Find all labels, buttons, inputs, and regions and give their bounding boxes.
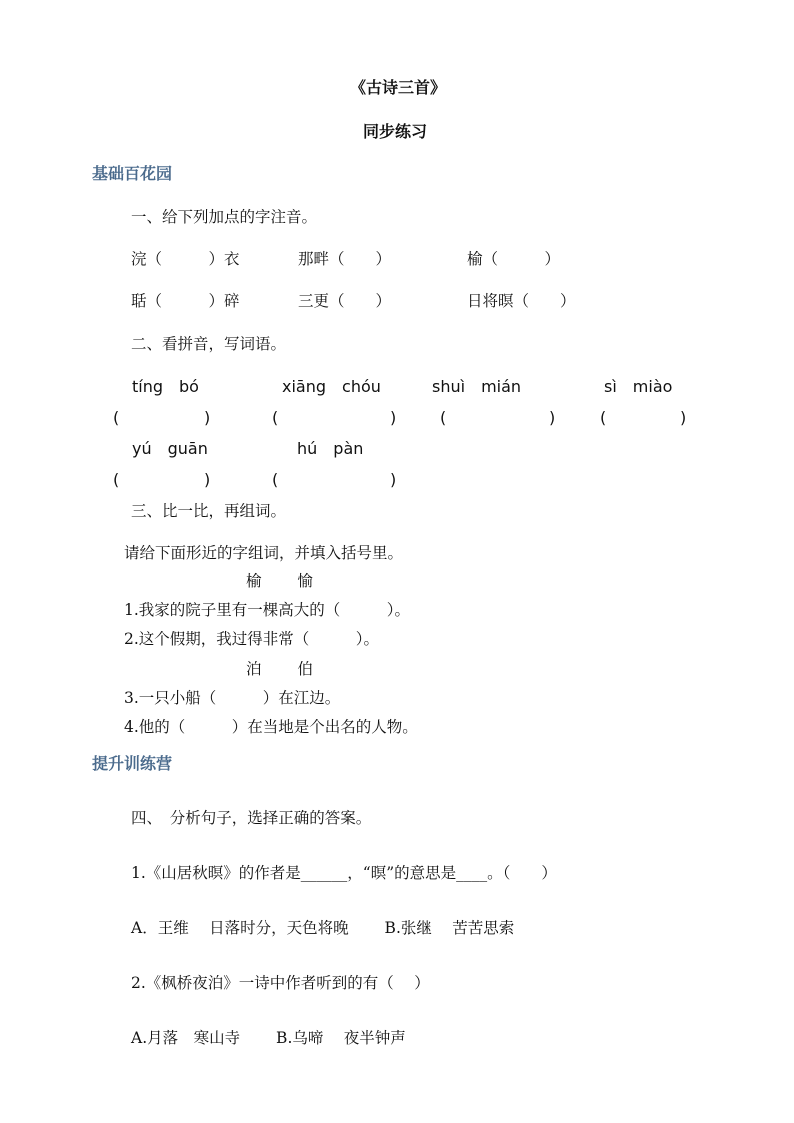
pinyin-label: shuì mián (432, 377, 522, 396)
q4-heading: 四、 分析句子，选择正确的答案。 (131, 809, 372, 827)
pinyin-label: tíng bó (132, 377, 199, 396)
section-heading-basic: 基础百花园 (92, 164, 173, 183)
sentence: 3.一只小船（ ）在江边。 (124, 689, 341, 707)
section-heading-advanced: 提升训练营 (92, 754, 173, 773)
char-pair: 榆 愉 (246, 572, 313, 590)
q1-item: 聒（ ）碎 (131, 292, 240, 310)
sentence: 4.他的（ ）在当地是个出名的人物。 (124, 718, 418, 736)
q1-item: 那畔（ ） (298, 250, 392, 268)
answer-paren-open: ( (272, 470, 279, 489)
answer-paren-open: ( (113, 408, 120, 427)
pinyin-label: hú pàn (297, 439, 364, 458)
answer-paren-open: ( (113, 470, 120, 489)
q4-options: A.月落 寒山寺 B.乌啼 夜半钟声 (131, 1029, 406, 1047)
sentence: 1.我家的院子里有一棵高大的（ ）。 (124, 601, 411, 619)
q4-item: 1.《山居秋暝》的作者是______，“暝”的意思是____。（ ） (131, 864, 557, 882)
answer-paren-close: ) (204, 470, 211, 489)
page-title: 《古诗三首》 (350, 78, 447, 97)
answer-paren-close: ) (549, 408, 556, 427)
q4-item: 2.《枫桥夜泊》一诗中作者听到的有（ ） (131, 974, 430, 992)
answer-paren-open: ( (272, 408, 279, 427)
answer-paren-close: ) (390, 408, 397, 427)
sentence: 2.这个假期，我过得非常（ ）。 (124, 630, 380, 648)
answer-paren-open: ( (600, 408, 607, 427)
q4-options: A．王维 日落时分，天色将晚 B.张继 苦苦思索 (131, 919, 515, 937)
q3-heading: 三、比一比，再组词。 (131, 502, 287, 520)
q1-item: 浣（ ）衣 (131, 250, 240, 268)
char-pair: 泊 伯 (246, 660, 313, 678)
answer-paren-open: ( (440, 408, 447, 427)
answer-paren-close: ) (390, 470, 397, 489)
q1-item: 日将暝（ ） (467, 292, 576, 310)
q1-heading: 一、给下列加点的字注音。 (131, 208, 318, 226)
answer-paren-close: ) (204, 408, 211, 427)
page-subtitle: 同步练习 (363, 122, 428, 141)
pinyin-label: sì miào (604, 377, 673, 396)
q3-instruction: 请给下面形近的字组词，并填入括号里。 (124, 544, 404, 562)
q2-heading: 二、看拼音，写词语。 (131, 335, 287, 353)
q1-item: 榆（ ） (467, 250, 561, 268)
q1-item: 三更（ ） (298, 292, 392, 310)
pinyin-label: yú guān (132, 439, 208, 458)
pinyin-label: xiāng chóu (282, 377, 381, 396)
answer-paren-close: ) (680, 408, 687, 427)
